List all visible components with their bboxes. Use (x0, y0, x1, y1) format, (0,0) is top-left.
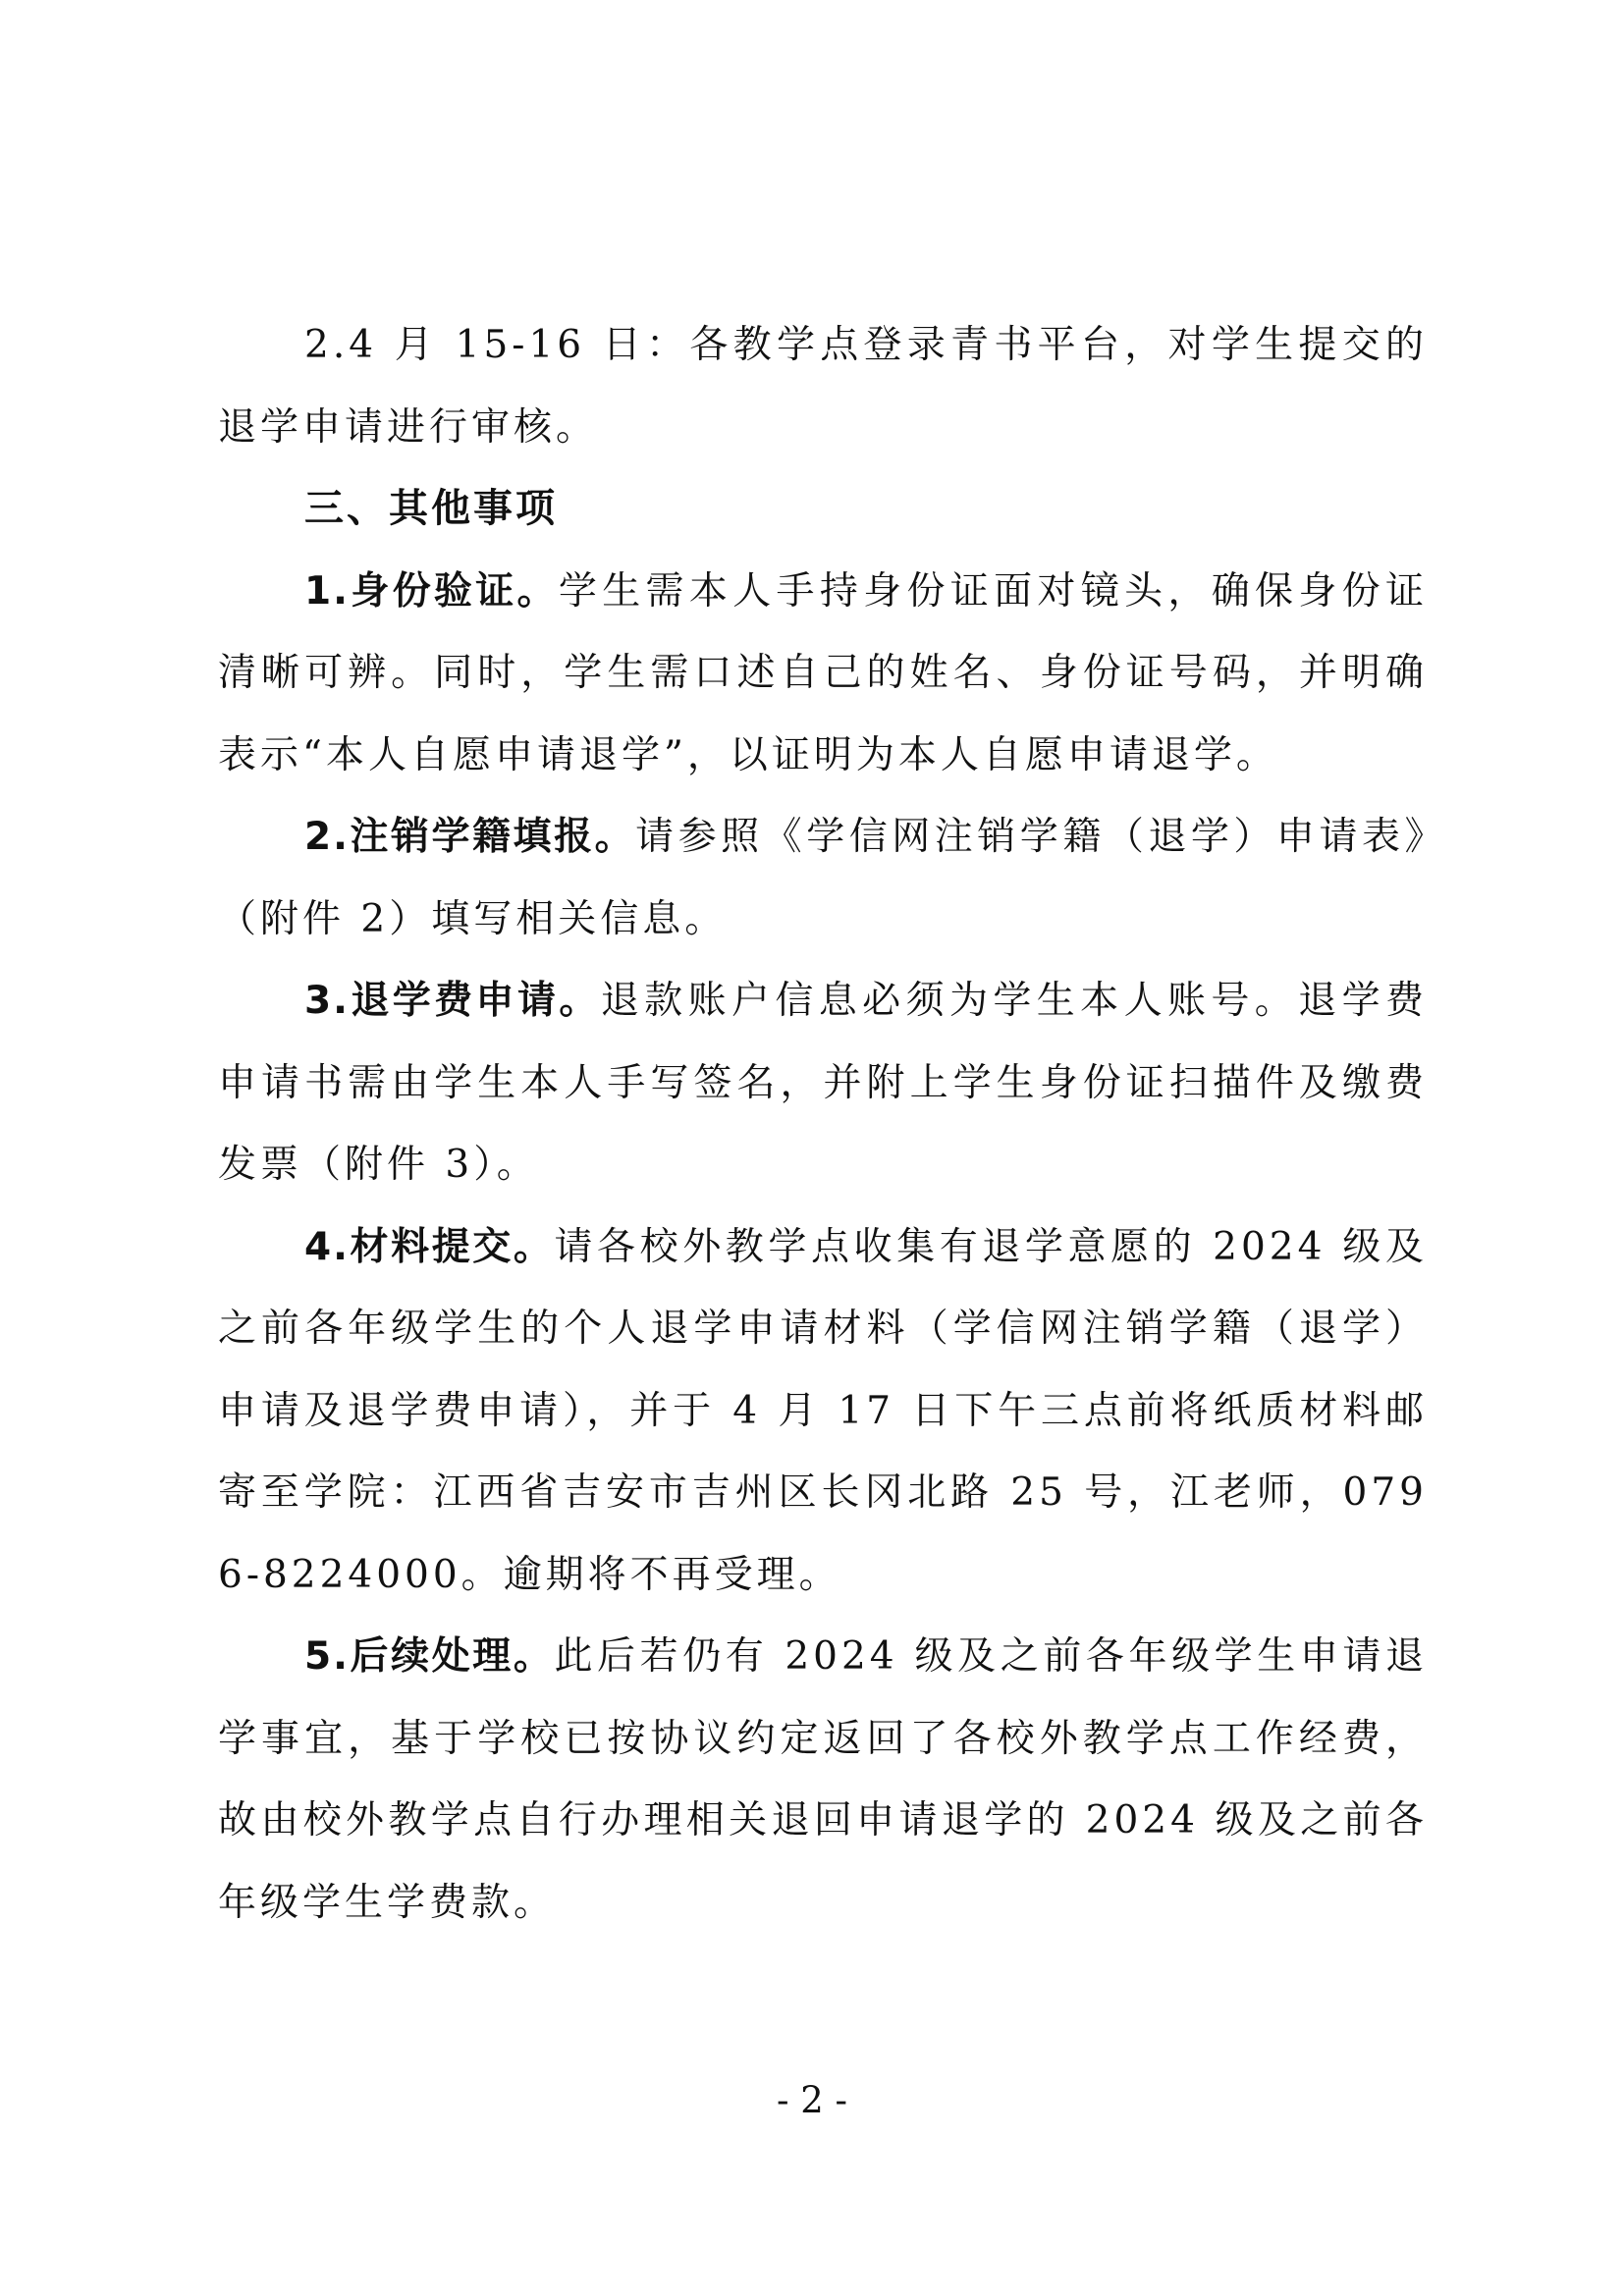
item-material-submission (218, 1206, 1428, 1617)
schedule-paragraph-2 (218, 304, 1428, 468)
item-enrollment-cancellation (218, 796, 1428, 960)
section-heading: 三、其他事项 (304, 486, 558, 531)
item-refund-application-text: 退款账户信息必须为学生本人账号。退学费申请书需由学生本人手写签名，并附上学生身份证扫描件及缴费发票（附件 3）。 (218, 979, 1428, 1187)
item-material-submission-lead: 4.材料提交。 (304, 1224, 555, 1269)
page-number: - 2 - (776, 2079, 848, 2121)
item-enrollment-cancellation-text: 请参照《学信网注销学籍（退学）申请表》（附件 2）填写相关信息。 (218, 815, 1428, 941)
item-identity-verification-lead: 1.身份验证。 (304, 568, 559, 614)
item-follow-up (218, 1616, 1428, 1944)
item-follow-up-text: 此后若仍有 2024 级及之前各年级学生申请退学事宜，基于学校已按协议约定返回了各校外教学点工作经费，故由校外教学点自行办理相关退回申请退学的 2024 级及之前各年级学生学费款。 (218, 1634, 1428, 1925)
item-material-submission-text: 请各校外教学点收集有退学意愿的 2024 级及之前各年级学生的个人退学申请材料（学信网注销学籍（退学）申请及退学费申请），并于 4 月 17 日下午三点前将纸质材料邮寄至学院：江西省吉安市吉州区长冈北路 25 号，江老师，0796-8224000。逾期将不再受理。 (218, 1224, 1428, 1597)
item-identity-verification-text: 学生需本人手持身份证面对镜头，确保身份证清晰可辨。同时，学生需口述自己的姓名、身份证号码，并明确表示“本人自愿申请退学”，以证明为本人自愿申请退学。 (218, 568, 1428, 777)
item-refund-application (218, 960, 1428, 1206)
item-enrollment-cancellation-lead: 2.注销学籍填报。 (304, 815, 636, 859)
item-identity-verification (218, 551, 1428, 797)
item-follow-up-lead: 5.后续处理。 (304, 1634, 555, 1679)
schedule-paragraph-2-text: 2.4 月 15-16 日：各教学点登录青书平台，对学生提交的退学申请进行审核。 (218, 323, 1428, 450)
item-refund-application-lead: 3.退学费申请。 (304, 979, 601, 1023)
document-body (218, 304, 1428, 1944)
